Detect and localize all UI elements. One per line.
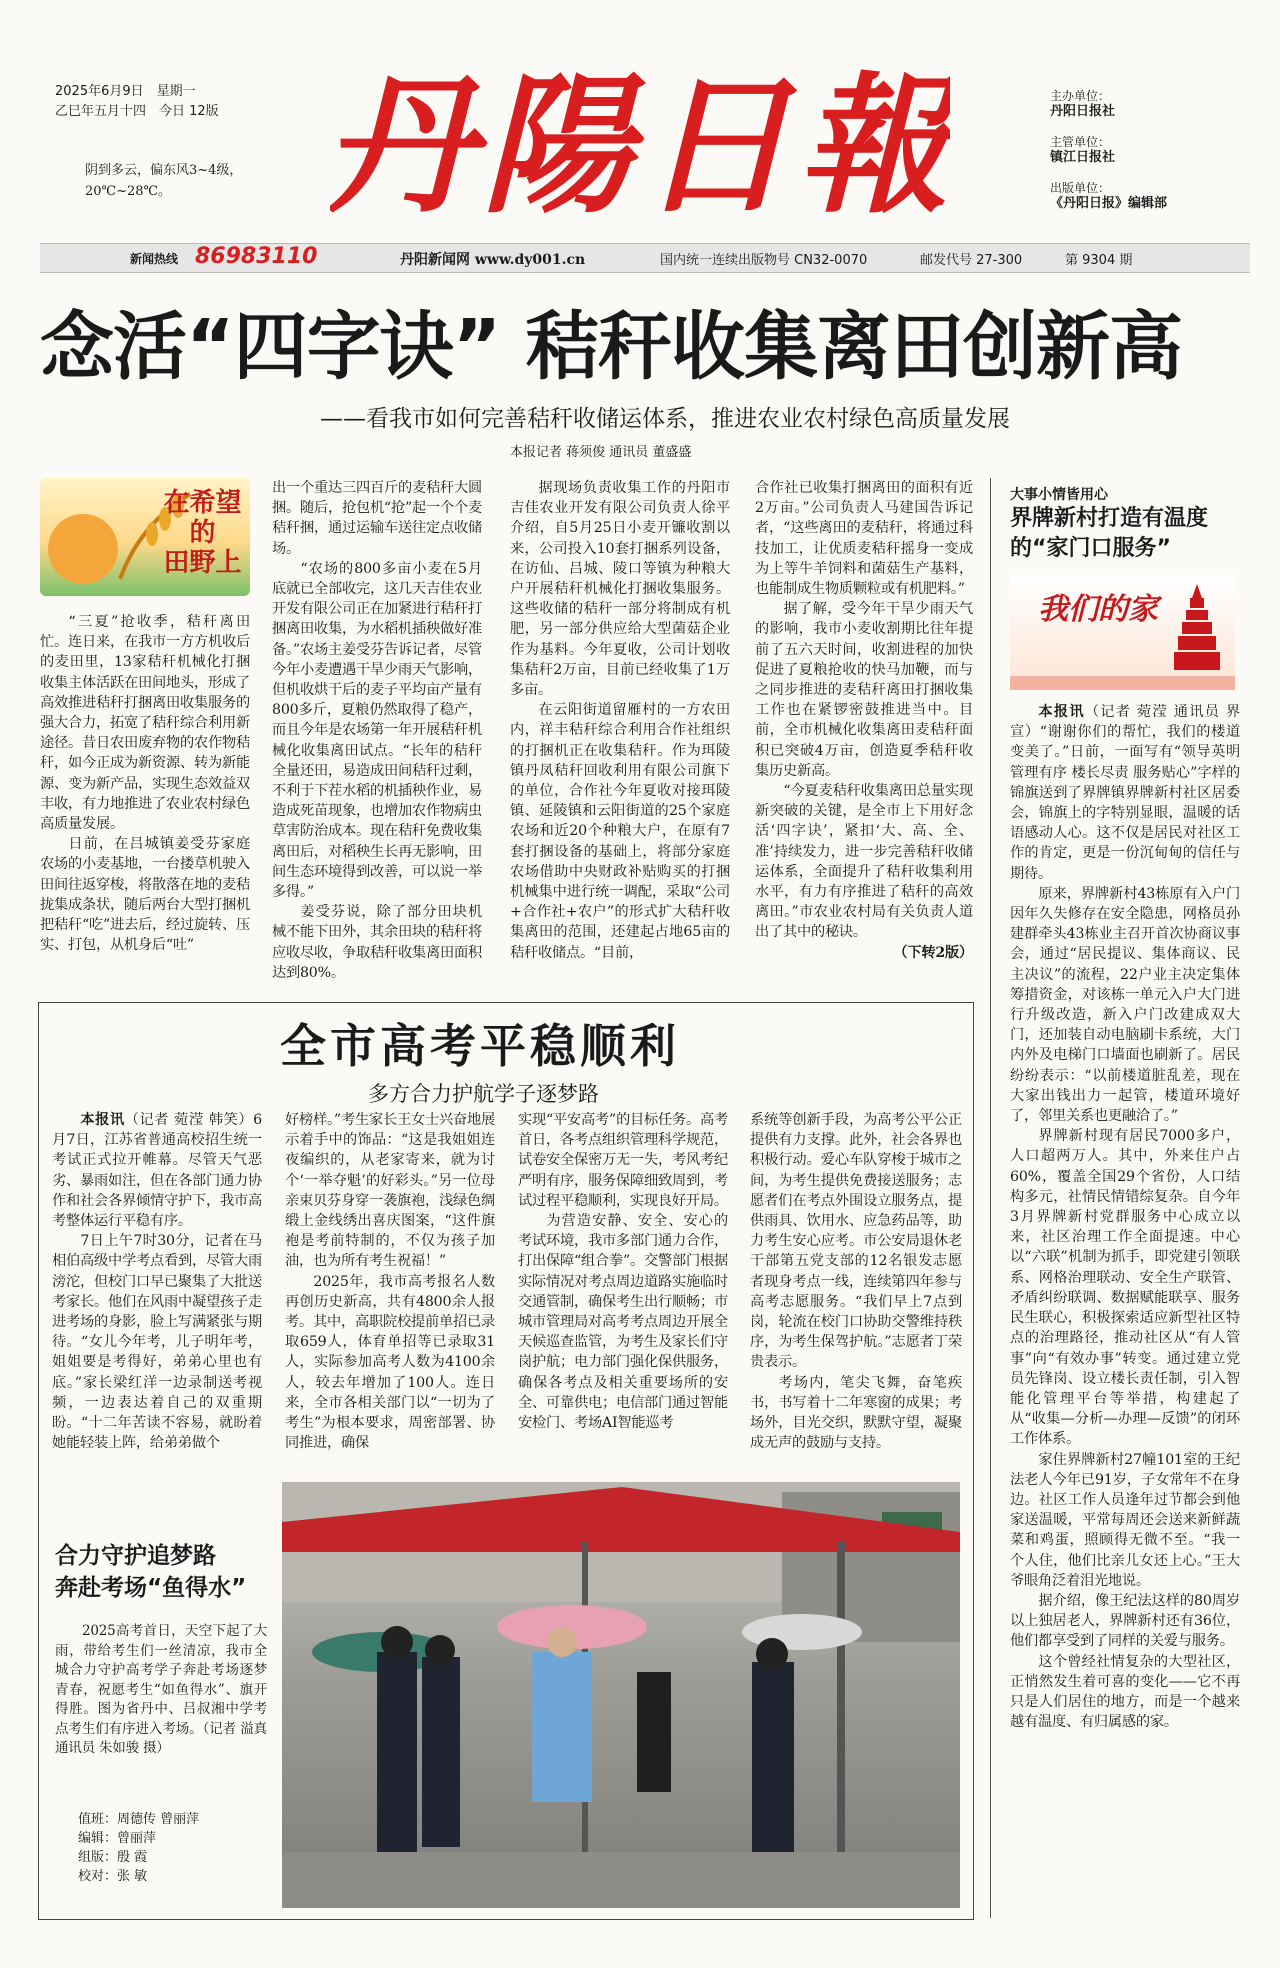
side-body: 本报讯（记者 菀滢 通讯员 界宣）“谢谢你们的帮忙，我们的楼道变美了。”日前，一面写有“领导英明 管理有序 楼长尽责 服务贴心”字样的锦旗送到了界牌镇界牌新村社区居委会，锦旗上的字特别显眼，温暖的话语感动人心。这不仅是居民对社区工作的肯定，更是一份沉甸甸的信任与期待。 原来，界牌新村43栋原有入户门因年久失修存在安全隐患，网格员孙建群牵头43栋业主召开首次协商议事会，通过“居民提议、集体商议、民主决议”的流程，22户业主决定集体筹措资金，对该栋一单元入户大门进行升级改造，新入户门改建成双大门，还加装自动电脑刷卡系统，大门内外及电梯门口墙面也刷新了。居民纷纷表示：“以前楼道脏乱差，现在大家出钱出力一起管，楼道环境好了，邻里关系也更融洽了。” 界牌新村现有居民7000多户，人口超两万人。其中，外来住户占60%，覆盖全国29个省份，人口结构多元，社情民情错综复杂。自今年3月界牌新村党群服务中心成立以来，社区治理工作全面提速。中心以“六联”机制为抓手，即党建引领联系、网格治理联动、安全生产联管、矛盾纠纷联调、数据赋能联享、服务民生联心，积极探索适应新型社区特点的治理路径，推动社区从“有人管事”向“有效办事”转变。通过建立党员先锋岗、设立楼长责任制，引入智能化管理平台等举措，构建起了从“收集—分析—办理—反馈”的闭环工作体系。 家住界牌新村27幢101室的王纪法老人今年已91岁，子女常年不在身边。社区工作人员逢年过节都会到他家送温暖，平常每周还会送来新鲜蔬菜和鸡蛋，照顾得无微不至。“我一个人住，他们比亲儿女还上心。”王大爷眼角泛着泪光地说。 据介绍，像王纪法这样的80周岁以上独居老人，界牌新村还有36位，他们都享受到了同样的关爱与服务。 这个曾经社情复杂的大型社区，正悄然发生着可喜的变化——它不再只是人们居住的地方，而是一个越来越有温度、有归属感的家。	[1010, 704, 1240, 1731]
lead-byline: 本报记者 蒋须俊 通讯员 董盛盛	[510, 445, 692, 460]
continued-note[interactable]: （下转2版）	[893, 944, 973, 961]
credit-layout: 组版：殷 霞	[78, 1850, 148, 1865]
date-line	[55, 82, 219, 122]
badge-title: 在希望的 田野上	[163, 488, 242, 578]
exam-col-1: 本报讯（记者 菀滢 韩笑）6月7日，江苏省普通高校招生统一考试正式拉开帷幕。尽管天气恶劣、暴雨如注，但在各部门通力协作和社会各界倾情守护下，我市高考整体运行平稳有序。 7日上午7时30分，记者在马相伯高级中学考点看到，尽管大雨滂沱，但校门口早已聚集了大批送考家长。他们在风雨中凝望孩子走进考场的身影，脸上写满紧张与期待。“女儿今年考，儿子明年考，姐姐要是考得好，弟弟心里也有底。”家长梁红洋一边录制送考视频，一边表达着自己的双重期盼。“十二年苦读不容易，就盼着她能轻装上阵，给弟弟做个	[52, 1112, 262, 1452]
lead-col-1: “三夏”抢收季，秸秆离田忙。连日来，在我市一方方机收后的麦田里，13家秸秆机械化打捆收集主体活跃在田间地头，形成了高效推进秸秆打捆离田收集服务的强大合力，拓宽了秸秆综合利用新途径。昔日农田废弃物的农作物秸秆，如今正成为新资源、转为新能源、变为新产品，实现生态效益双丰收，有力地推进了农业农村绿色高质量发展。 日前，在吕城镇姜受芬家庭农场的小麦基地，一台搂草机驶入田间往返穿梭，将散落在地的麦秸拢集成条状，随后两台大型打捆机把秸秆“吃”进去后，经过旋转、压实、打包，从机身后“吐”	[40, 614, 250, 954]
column-divider	[990, 478, 991, 1918]
pagoda-icon	[1170, 580, 1225, 680]
skyline-decoration	[1010, 676, 1235, 690]
info-bar: 新闻热线 86983110 丹阳新闻网 www.dy001.cn 国内统一连续出版物号 CN32-0070 邮发代号 27-300 第 9304 期	[40, 243, 1250, 273]
photo-caption: 2025高考首日，天空下起了大雨，带给考生们一丝清凉，我市全城合力守护高考学子奔赴考场逐梦青春，祝愿考生“如鱼得水”、旗开得胜。图为省丹中、吕叔湘中学考点考生们有序进入考场。（记者 溢真 通讯员 朱如骏 摄）	[55, 1623, 267, 1756]
our-home-logo	[1010, 575, 1235, 690]
cn-number: 国内统一连续出版物号 CN32-0070	[660, 253, 868, 268]
masthead-title	[330, 58, 950, 228]
photo-scene	[282, 1482, 960, 1908]
exam-col-4: 系统等创新手段，为高考公平公正提供有力支撑。此外，社会各界也积极行动。爱心车队穿梭于城市之间，为考生提供免费接送服务；志愿者们在考点外围设立服务点，提供雨具、饮用水、应急药品等，助力考生安心应考。市公安局退休老干部第五党支部的12名银发志愿者现身考点一线，连续第四年参与高考志愿服务。“我们早上7点到岗，轮流在校门口协助交警维持秩序，为考生保驾护航。”志愿者丁荣贵表示。 考场内，笔尖飞舞，奋笔疾书，书写着十二年寒窗的成果；考场外，目光交织，默默守望，凝聚成无声的鼓励与支持。	[750, 1112, 962, 1452]
exam-subheadline: 多方合力护航学子逐梦路	[368, 1082, 599, 1106]
lead-col-4: 合作社已收集打捆离田的面积有近2万亩。”公司负责人马建国告诉记者，“这些离田的麦秸秆，将通过科技加工，让优质麦秸秆摇身一变成为上等牛羊饲料和菌菇生产基料，也能制成生物质颗粒或有机肥料。” 据了解，受今年干旱少雨天气的影响，我市小麦收割期比往年提前了五六天时间，收割进程的加快促进了夏粮抢收的快马加鞭，而与之同步推进的麦秸秆离田打捆收集工作也在紧锣密鼓推进当中。目前，全市机械化收集离田麦秸秆面积已突破4万亩，创造夏季秸秆收集历史新高。 “今夏麦秸秆收集离田总量实现新突破的关键，是全市上下用好念活‘四字诀’，紧扣‘大、高、全、准’持续发力，进一步完善秸秆收储运体系，全面提升了秸秆收集利用水平，有力有序推进了秸秆的高效离田。”市农业农村局有关负责人道出了其中的秘诀。 （下转2版）	[755, 478, 973, 992]
side-kicker: 大事小情皆用心	[1010, 487, 1108, 503]
field-badge	[40, 478, 250, 596]
date: 2025年6月9日 星期一	[55, 84, 196, 99]
logo-text: 我们的家	[1038, 592, 1158, 627]
issue-number: 第 9304 期	[1065, 253, 1133, 268]
website: 丹阳新闻网 www.dy001.cn	[400, 252, 586, 268]
credit-editor: 编辑：曾丽萍	[78, 1831, 157, 1846]
svg-text:丹陽日報: 丹陽日報	[330, 58, 950, 228]
credit-proof: 校对：张 敏	[78, 1869, 148, 1884]
credits	[78, 1810, 199, 1886]
lead-col-2: 出一个重达三四百斤的麦秸秆大圆捆。随后，抢包机“抢”起一个个麦秸秆捆，通过运输车送往定点收储场。 “农场的800多亩小麦在5月底就已全部收完，这几天吉佳农业开发有限公司正在加紧进行秸秆打捆离田收集，为水稻机插秧做好准备。”农场主姜受芬告诉记者，尽管今年小麦遭遇干旱少雨天气影响，但机收烘干后的麦子平均亩产量有800多斤，夏粮仍然取得了稳产，而且今年是农场第一年开展秸秆机械化收集离田试点。“长年的秸秆全量还田，易造成田间秸秆过剩，不利于下茬水稻的机插秧作业，易造成死苗现象，也增加农作物病虫草害防治成本。现在秸秆免费收集离田后，对稻秧生长再无影响，田间生态环境得到改善，可以说一举多得。” 姜受芬说，除了部分田块机械不能下田外，其余田块的秸秆将应收尽收，争取秸秆收集离田面积达到80%。	[272, 480, 482, 981]
masthead-right: 主办单位： 丹阳日报社 主管单位： 镇江日报社 出版单位： 《丹阳日报》编辑部	[1050, 89, 1168, 211]
weather: 阴到多云，偏东风3~4级，20℃~28℃。	[85, 163, 243, 199]
lead-col-3: 据现场负责收集工作的丹阳市吉佳农业开发有限公司负责人徐平介绍，自5月25日小麦开镰收割以来，公司投入10套打捆系列设备，在访仙、吕城、陵口等镇为种粮大户开展秸秆机械化打捆收集服务。这些收储的秸秆一部分将制成有机肥，另一部分供应给大型菌菇企业作为基料。今年夏收，公司计划收集秸秆2万亩，目前已经收集了1万多亩。 在云阳街道留雁村的一方农田内，祥丰秸秆综合利用合作社组织的打捆机正在收集秸秆。作为珥陵镇丹凤秸秆回收利用有限公司旗下的单位，合作社今年夏收对接珥陵镇、延陵镇和云阳街道的25个家庭农场和近20个种粮大户，在原有7套打捆设备的基础上，将部分家庭农场借助中央财政补贴购买的打捆机械集中进行统一调配，采取“公司+合作社+农户”的形式扩大秸秆收集离田的范围，还建起占地65亩的秸秆收储点。“目前，	[510, 480, 730, 961]
credit-duty: 值班：周德传 曾丽萍	[78, 1812, 200, 1827]
exam-photo	[282, 1482, 960, 1908]
side-headline: 界牌新村打造有温度的“家门口服务”	[1010, 506, 1209, 561]
hotline-number: 86983110	[195, 244, 318, 269]
exam-headline: 全市高考平稳顺利	[280, 1019, 680, 1073]
photo-caption-title: 合力守护追梦路 奔赴考场“鱼得水”	[55, 1543, 247, 1601]
farmer-illustration	[48, 514, 118, 584]
lead-headline: 念活“四字诀” 秸秆收集离田创新高	[40, 304, 1183, 390]
exam-col-3: 实现“平安高考”的目标任务。高考首日，各考点组织管理科学规范，试卷安全保密万无一失，考风考纪严明有序，服务保障细致周到，考试过程平稳顺利，实现良好开局。 为营造安静、安全、安心的考试环境，我市多部门通力合作，打出保障“组合拳”。交警部门根据实际情况对考点周边道路实施临时交通管制，确保考生出行顺畅；市城市管理局对高考考点周边开展全天候巡查监管，为考生及家长们守岗护航；电力部门强化保供服务，确保各考点及相关重要场所的安全、可靠供电；电信部门通过智能安检门、考场AI智能巡考	[518, 1112, 728, 1432]
postal-code: 邮发代号 27-300	[920, 253, 1023, 268]
lead-subheadline: ——看我市如何完善秸秆收储运体系，推进农业农村绿色高质量发展	[320, 406, 1010, 432]
masthead-logo	[330, 58, 950, 228]
exam-col-2: 好榜样。”考生家长王女士兴奋地展示着手中的饰品：“这是我姐姐连夜编织的，从老家寄来，就为讨个‘一举夺魁’的好彩头。”另一位母亲束贝芬身穿一袭旗袍，浅绿色绸缎上金线绣出喜庆图案，“这件旗袍是考前特制的，不仅为孩子加油，也为所有考生祝福！” 2025年，我市高考报名人数再创历史新高，共有4800余人报考。其中，高职院校提前单招已录取659人，体育单招等已录取31人，实际参加高考人数为4100余人，较去年增加了100人。连日来，全市各相关部门以“一切为了考生”为根本要求，周密部署、协同推进，确保	[285, 1112, 495, 1452]
lunar-date: 乙巳年五月十四 今日 12版	[55, 104, 219, 119]
